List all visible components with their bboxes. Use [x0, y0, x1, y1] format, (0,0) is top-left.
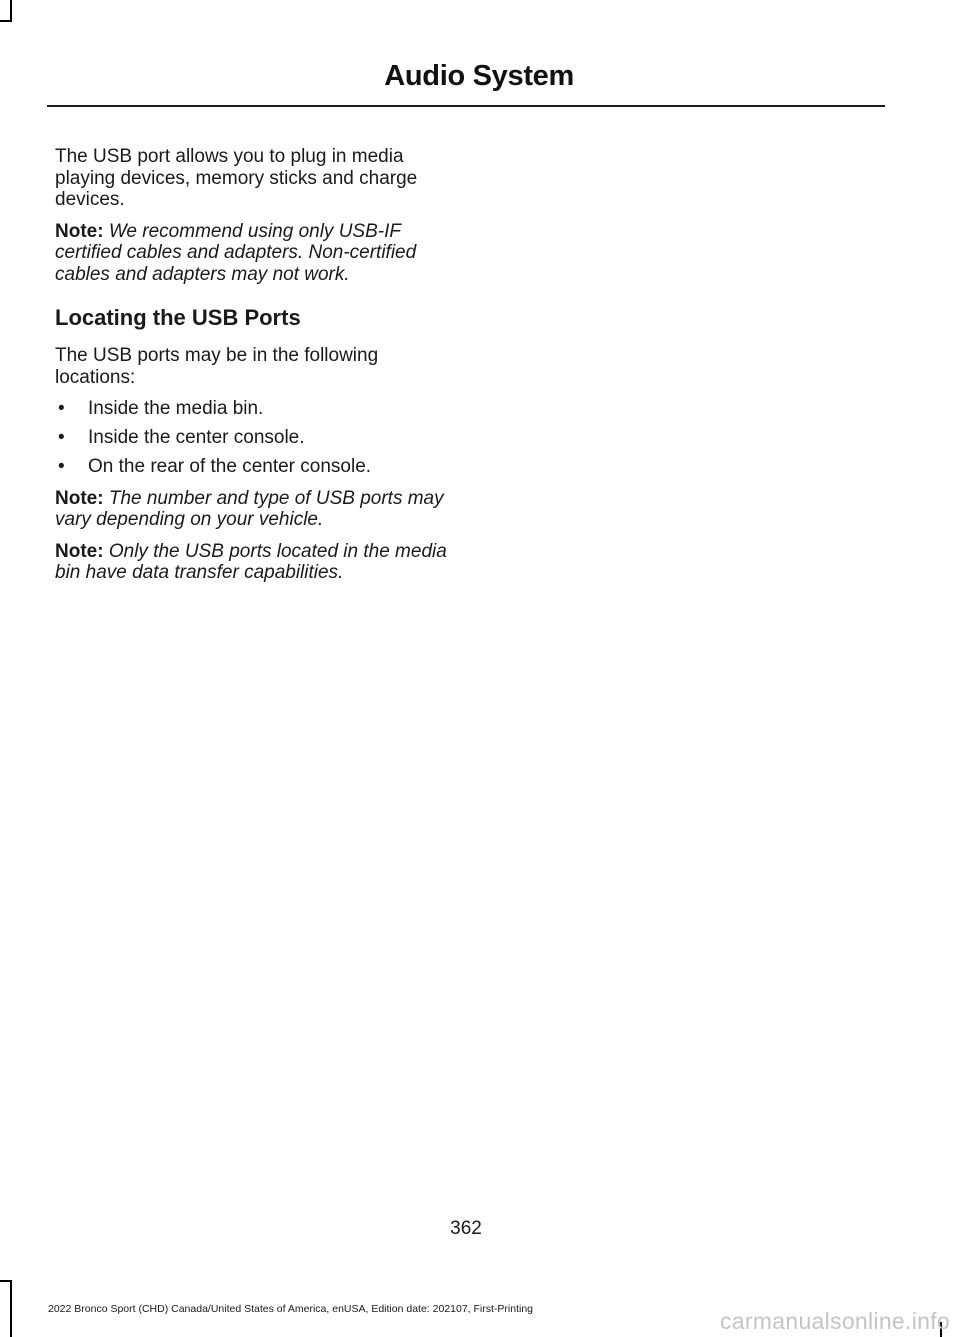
lead-paragraph: The USB ports may be in the following locations:: [55, 345, 379, 388]
bullet-icon: •: [58, 456, 65, 477]
list-item: [55, 427, 450, 449]
note-text: The number and type of USB ports may vary depending on your vehicle.: [55, 487, 444, 530]
note-paragraph: [55, 488, 450, 531]
note-label: Note:: [55, 487, 104, 509]
location-list: [55, 398, 450, 478]
bullet-icon: •: [58, 427, 65, 448]
crop-mark-top-left-vertical: [10, 0, 12, 22]
header-divider: [47, 105, 885, 107]
list-item-text: Inside the center console.: [88, 427, 305, 448]
list-item: [55, 398, 450, 420]
note-label: Note:: [55, 220, 104, 242]
note-text: We recommend using only USB-IF certified cables and adapters. Non-certified cables and adapters may not work.: [55, 220, 417, 285]
list-item: [55, 456, 450, 478]
note-text: Only the USB ports located in the media bin have data transfer capabilities.: [55, 540, 447, 583]
note-paragraph: [55, 221, 450, 286]
crop-mark-bottom-left-vertical: [10, 1280, 12, 1337]
note-label: Note:: [55, 540, 104, 562]
crop-mark-top-left-horizontal: [0, 20, 12, 22]
crop-mark-bottom-left-horizontal: [0, 1280, 12, 1282]
page-number: 362: [450, 1218, 482, 1239]
footer-edition-info: 2022 Bronco Sport (CHD) Canada/United States of America, enUSA, Edition date: 202107, First-Printing: [48, 1303, 533, 1315]
content-column: [55, 146, 450, 594]
intro-paragraph: The USB port allows you to plug in media playing devices, memory sticks and charge devices.: [55, 146, 418, 210]
section-heading: Locating the USB Ports: [55, 305, 301, 330]
watermark: carmanualsonline.info: [719, 1308, 950, 1334]
page-title: Audio System: [384, 60, 574, 92]
bullet-icon: •: [58, 398, 65, 419]
list-item-text: On the rear of the center console.: [88, 456, 372, 477]
note-paragraph: [55, 541, 450, 584]
list-item-text: Inside the media bin.: [88, 398, 264, 419]
